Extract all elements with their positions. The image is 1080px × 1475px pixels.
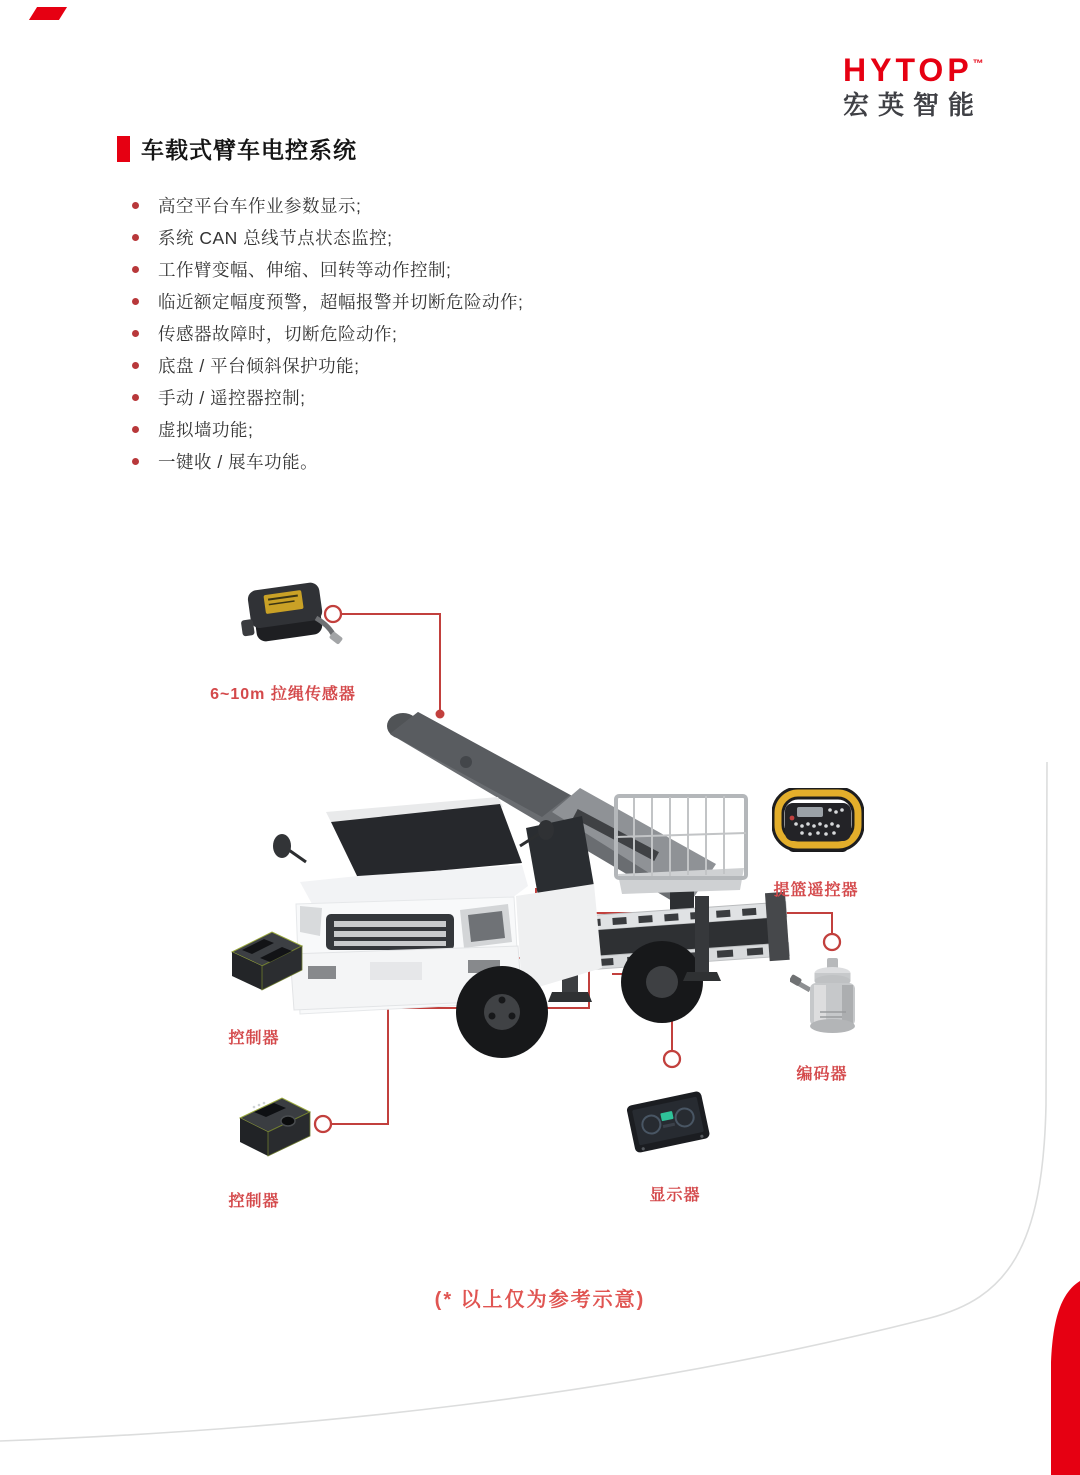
basket-remote-illustration	[772, 788, 864, 860]
controller-top-svg	[224, 926, 308, 998]
feature-item	[132, 445, 523, 477]
top-left-corner-mark	[29, 7, 67, 20]
feature-item	[132, 221, 523, 253]
connector-ring	[824, 934, 840, 950]
display-svg	[624, 1088, 712, 1154]
feature-item	[132, 189, 523, 221]
feature-item	[132, 317, 523, 349]
bullet-dot	[132, 362, 139, 369]
display-body	[626, 1091, 710, 1154]
bullet-dot	[132, 298, 139, 305]
feature-list	[132, 189, 523, 477]
feature-text: 传感器故障时，切断危险动作;	[158, 323, 398, 344]
feature-text: 高空平台车作业参数显示;	[158, 195, 362, 216]
remote-led	[790, 816, 795, 821]
truck-cab	[273, 797, 602, 1014]
feature-text: 临近额定幅度预警，超幅报警并切断危险动作;	[158, 291, 524, 312]
bullet-dot	[132, 426, 139, 433]
feature-item	[132, 413, 523, 445]
controller2-knob	[281, 1116, 295, 1126]
front-wheel	[456, 966, 548, 1058]
controller-top-illustration	[224, 926, 308, 998]
feature-item	[132, 349, 523, 381]
bullet-dot	[132, 266, 139, 273]
trademark-symbol: ™	[972, 58, 984, 70]
feature-item	[132, 285, 523, 317]
feature-text: 一键收 / 展车功能。	[158, 451, 319, 472]
truck-svg	[270, 700, 790, 1080]
reference-note: (* 以上仅为参考示意)	[434, 1289, 646, 1311]
bullet-dot	[132, 458, 139, 465]
encoder-illustration	[790, 956, 874, 1040]
controller-top-label: 控制器	[228, 1030, 280, 1047]
section-heading	[117, 132, 357, 165]
hytop-logo	[843, 54, 984, 118]
controller-bottom-illustration	[230, 1090, 318, 1162]
basket-remote-svg	[772, 788, 864, 860]
controller-bottom-svg	[230, 1090, 318, 1162]
feature-text: 手动 / 遥控器控制;	[158, 387, 306, 408]
encoder-svg	[790, 956, 874, 1040]
remote-screen	[797, 807, 823, 817]
logo-wordmark	[843, 54, 984, 86]
bullet-dot	[132, 394, 139, 401]
encoder-body	[810, 958, 855, 1033]
pull-rope-sensor-illustration	[238, 576, 343, 654]
rope-sensor-label: 6~10m 拉绳传感器	[210, 686, 356, 703]
logo-company-name: 宏英智能	[843, 90, 984, 120]
feature-text: 系统 CAN 总线节点状态监控;	[158, 227, 393, 248]
heading-red-bar	[117, 136, 130, 162]
pull-rope-sensor-svg	[238, 576, 343, 654]
boom-truck-illustration	[270, 700, 790, 1080]
feature-item	[132, 253, 523, 285]
controller-bottom-label: 控制器	[228, 1193, 280, 1210]
feature-item	[132, 381, 523, 413]
rear-wheel	[621, 941, 703, 1023]
basket-remote-label: 提篮遥控器	[773, 882, 859, 899]
encoder-label: 编码器	[796, 1066, 848, 1083]
bullet-dot	[132, 234, 139, 241]
bullet-dot	[132, 330, 139, 337]
logo-brand-text: HYTOP	[843, 52, 973, 88]
display-illustration	[624, 1088, 712, 1154]
feature-text: 底盘 / 平台倾斜保护功能;	[158, 355, 360, 376]
display-label: 显示器	[649, 1187, 701, 1204]
feature-text: 工作臂变幅、伸缩、回转等动作控制;	[158, 259, 452, 280]
bullet-dot	[132, 202, 139, 209]
sensor-body	[238, 582, 325, 645]
feature-text: 虚拟墙功能;	[158, 419, 254, 440]
page-title: 车载式臂车电控系统	[141, 137, 357, 163]
